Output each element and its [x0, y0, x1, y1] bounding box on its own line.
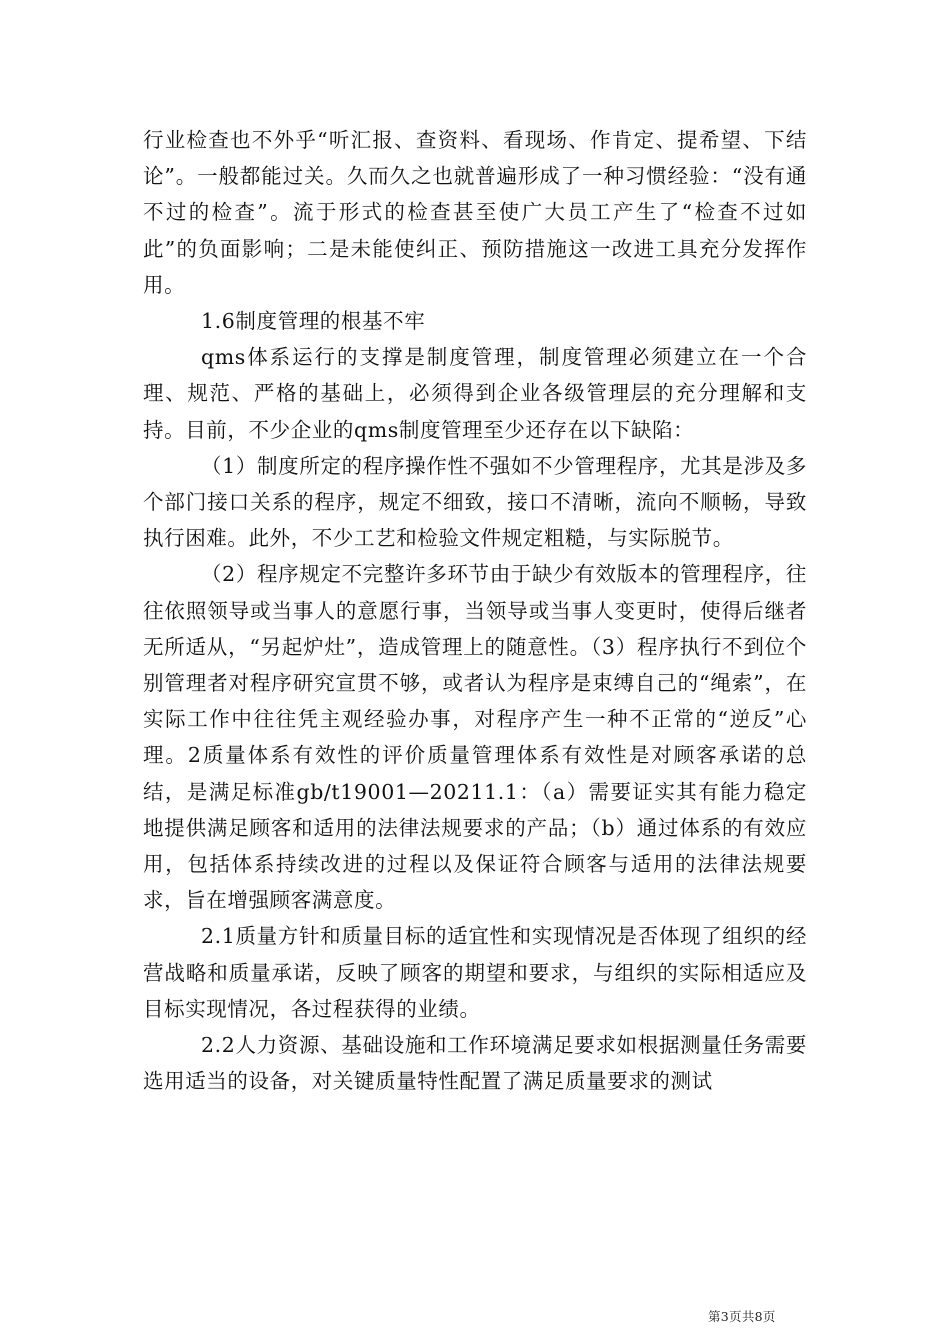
- section-heading-1-6: 1.6制度管理的根基不牢: [201, 309, 426, 334]
- paragraph-defect-1: （1）制度所定的程序操作性不强如不少管理程序，尤其是涉及多个部门接口关系的程序，规定不细致，接口不清晰，流向不顺畅，导致执行困难。此外，不少工艺和检验文件规定粗糙，与实际脱节。: [143, 453, 807, 551]
- page-number: 第3页共8页: [708, 1309, 776, 1324]
- paragraph-qms-system-support: qms体系运行的支撑是制度管理，制度管理必须建立在一个合理、规范、严格的基础上，必须得到企业各级管理层的充分理解和支持。目前，不少企业的qms制度管理至少还存在以下缺陷：: [143, 345, 807, 442]
- paragraph-section-2-2: 2.2人力资源、基础设施和工作环境满足要求如根据测量任务需要选用适当的设备，对关键质量特性配置了满足质量要求的测试: [143, 1033, 807, 1094]
- paragraph-section-2-1: 2.1质量方针和质量目标的适宜性和实现情况是否体现了组织的经营战略和质量承诺，反映了顾客的期望和要求，与组织的实际相适应及目标实现情况，各过程获得的业绩。: [143, 924, 807, 1021]
- document-body: [143, 122, 807, 1099]
- paragraph-defect-2-3: （2）程序规定不完整许多环节由于缺少有效版本的管理程序，往往依照领导或当事人的意愿行事，当领导或当事人变更时，使得后继者无所适从，“另起炉灶”，造成管理上的随意性。（3）程序执行不到位个别管理者对程序研究宣贯不够，或者认为程序是束缚自己的“绳索”，在实际工作中往往凭主观经验办事，对程序产生一种不正常的“逆反”心理。2质量体系有效性的评价质量管理体系有效性是对顾客承诺的总结，是满足标准gb/t19001—20211.1：（a）需要证实其有能力稳定地提供满足顾客和适用的法律法规要求的产品；（b）通过体系的有效应用，包括体系持续改进的过程以及保证符合顾客与适用的法律法规要求，旨在增强顾客满意度。: [143, 562, 807, 913]
- paragraph-inspection-formality: 行业检查也不外乎“听汇报、查资料、看现场、作肯定、提希望、下结论”。一般都能过关。久而久之也就普遍形成了一种习惯经验：“没有通不过的检查”。流于形式的检查甚至使广大员工产生了“检查不过如此”的负面影响；二是未能使纠正、预防措施这一改进工具充分发挥作用。: [143, 128, 807, 297]
